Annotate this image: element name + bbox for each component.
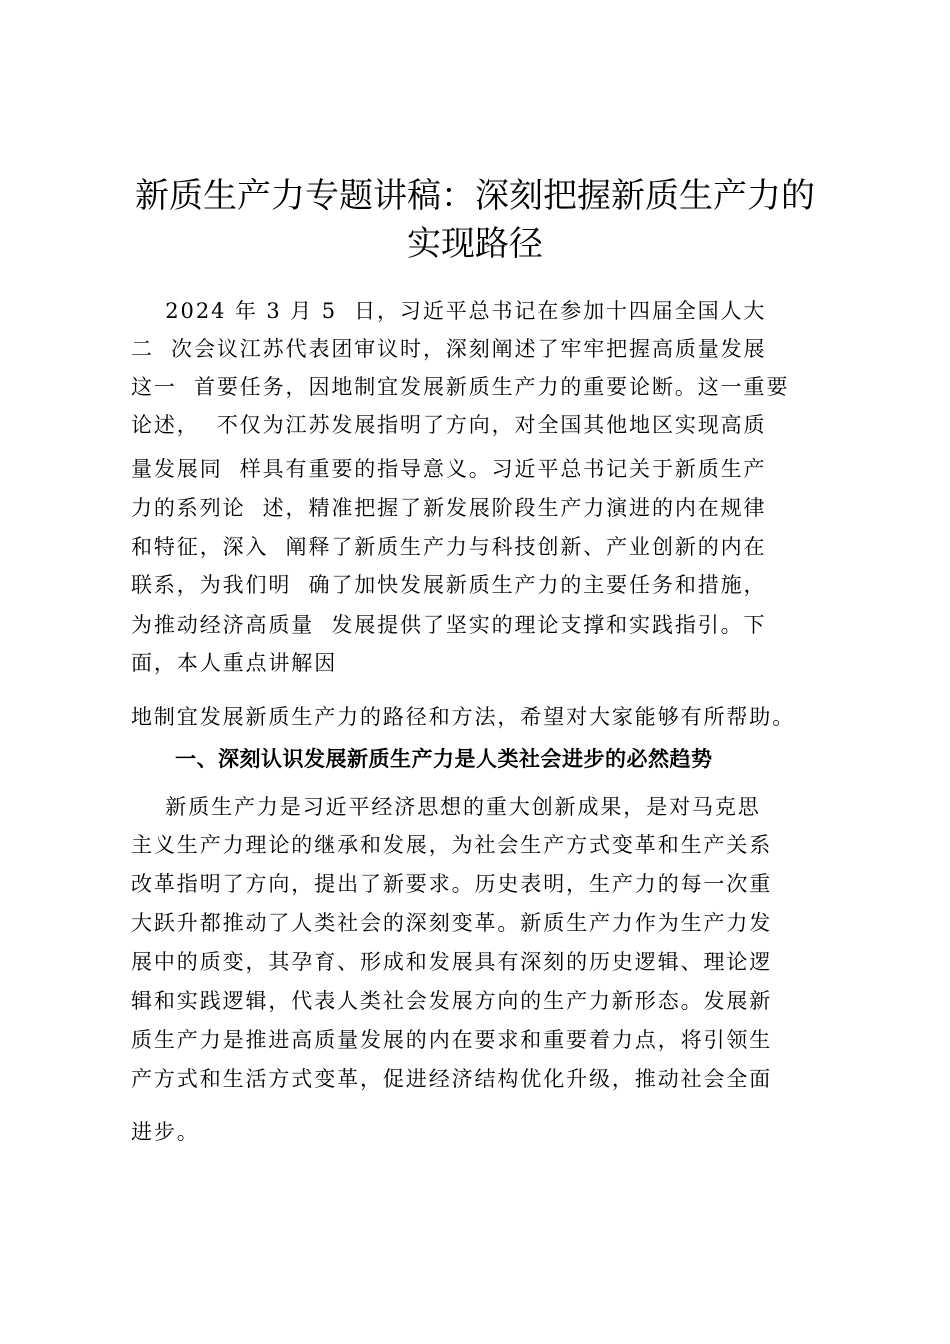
intro-line: 量发展同 样具有重要的指导意义。习近平总书记关于新质生产 <box>131 457 767 481</box>
section-1-line: 大跃升都推动了人类社会的深刻变革。新质生产力作为生产力发 <box>131 911 773 935</box>
intro-line: 二 次会议江苏代表团审议时，深刻阐述了牢牢把握高质量发展 <box>131 337 767 361</box>
section-1-line: 辑和实践逻辑，代表人类社会发展方向的生产力新形态。发展新 <box>131 989 773 1013</box>
section-1-line: 质生产力是推进高质量发展的内在要求和重要着力点，将引领生 <box>131 1028 773 1052</box>
intro-line: 联系，为我们明 确了加快发展新质生产力的主要任务和措施， <box>131 573 767 597</box>
section-1-line: 展中的质变，其孕育、形成和发展具有深刻的历史逻辑、理论逻 <box>131 950 773 974</box>
intro-line: 2024 年 3 月 5 日，习近平总书记在参加十四届全国人大 <box>131 299 767 323</box>
intro-line: 为推动经济高质量 发展提供了坚实的理论支撑和实践指引。下 <box>131 613 767 637</box>
intro-line: 和特征，深入 阐释了新质生产力与科技创新、产业创新的内在 <box>131 535 767 559</box>
section-1-line-tail: 进步。 <box>131 1120 200 1144</box>
section-1-heading: 一、深刻认识发展新质生产力是人类社会进步的必然趋势 <box>175 747 713 771</box>
intro-line: 力的系列论 述，精准把握了新发展阶段生产力演进的内在规律 <box>131 496 767 520</box>
document-title-line-1: 新质生产力专题讲稿：深刻把握新质生产力的 <box>135 176 815 216</box>
intro-line-tail: 地制宜发展新质生产力的路径和方法，希望对大家能够有所帮助。 <box>131 705 796 729</box>
section-1-line: 新质生产力是习近平经济思想的重大创新成果，是对马克思 <box>131 795 761 819</box>
section-1-line: 主义生产力理论的继承和发展，为社会生产方式变革和生产关系 <box>131 833 773 857</box>
section-1-line: 产方式和生活方式变革，促进经济结构优化升级，推动社会全面 <box>131 1067 773 1091</box>
intro-line: 面，本人重点讲解因 <box>131 651 338 675</box>
intro-line: 论述， 不仅为江苏发展指明了方向，对全国其他地区实现高质 <box>131 413 767 437</box>
section-1-line: 改革指明了方向，提出了新要求。历史表明，生产力的每一次重 <box>131 872 773 896</box>
intro-line: 这一 首要任务，因地制宜发展新质生产力的重要论断。这一重要 <box>131 375 790 399</box>
document-title-line-2: 实现路径 <box>407 224 543 264</box>
